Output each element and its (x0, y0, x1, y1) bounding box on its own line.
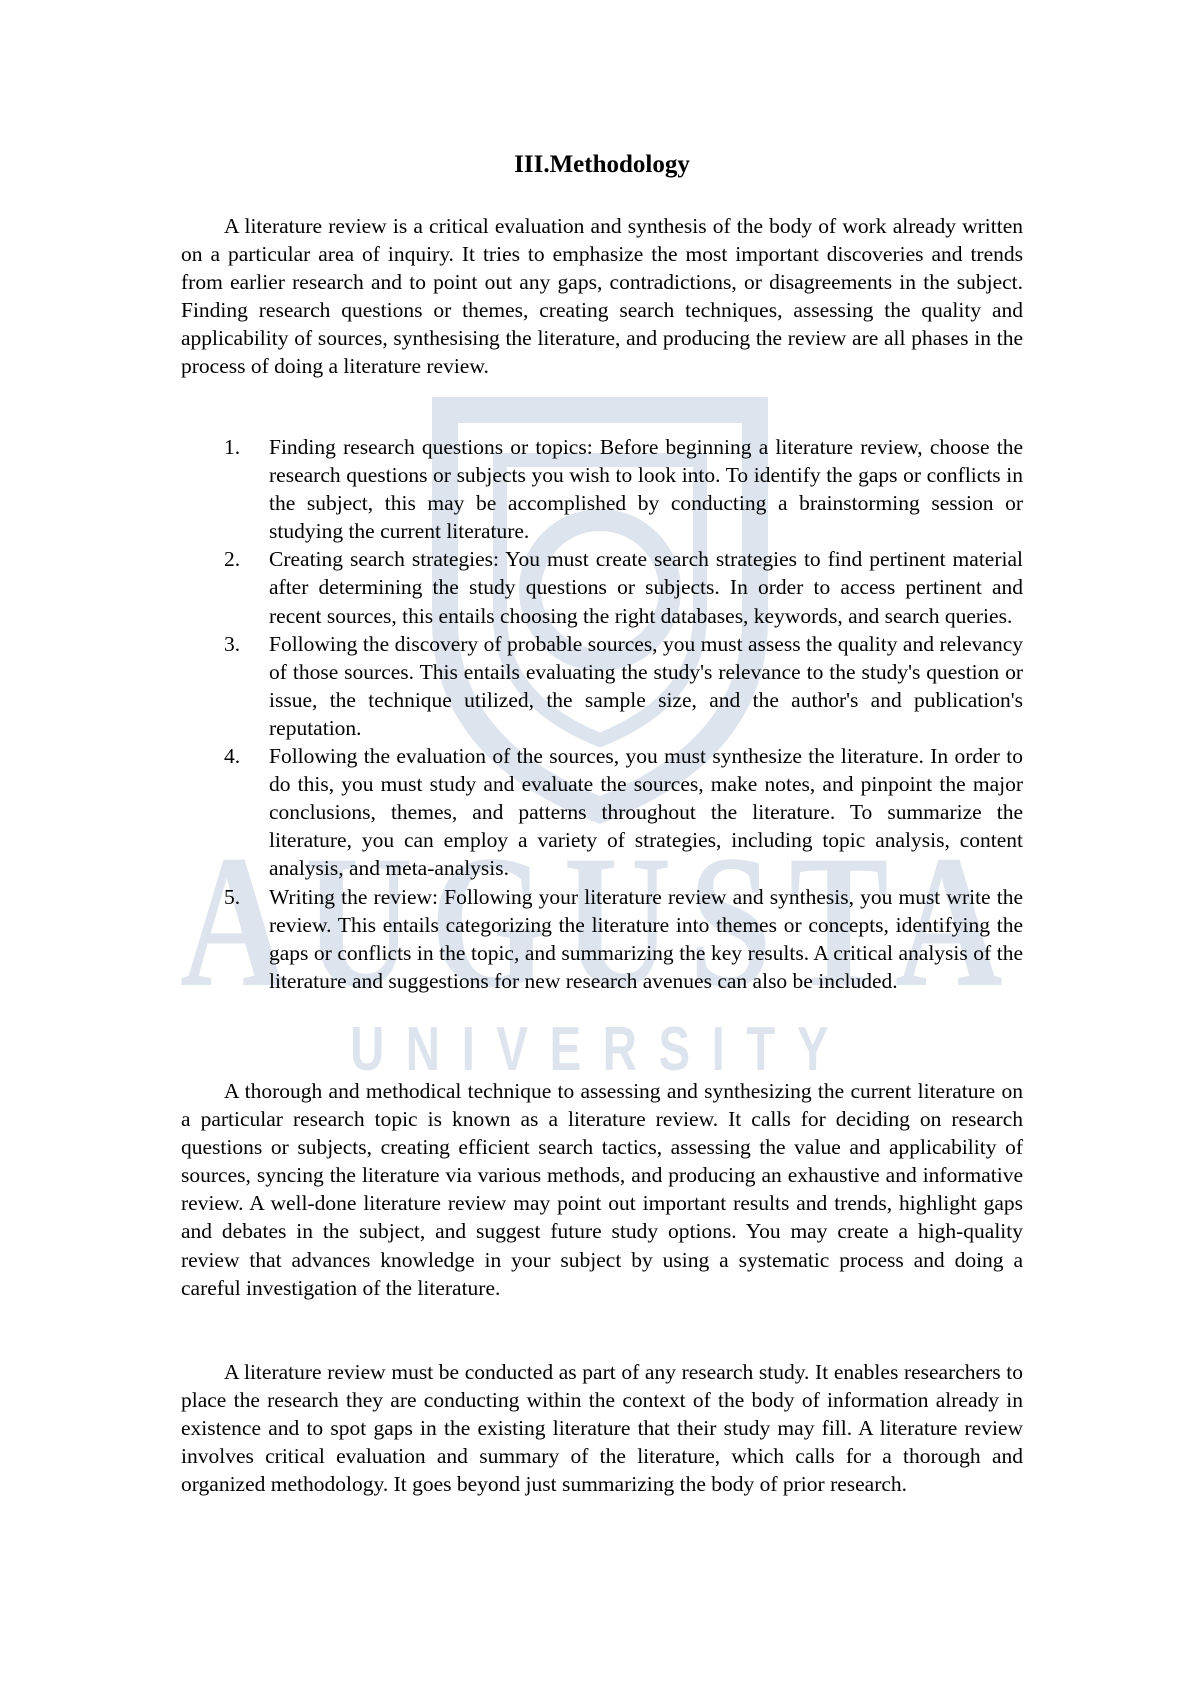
list-item (181, 433, 1023, 545)
list-item-text: Following the discovery of probable sources, you must assess the quality and relevancy of those sources. This entails evaluating the study's relevance to the study's question or issue, the technique utilized, the sample size, and the author's and publication's reputation. (269, 631, 1023, 740)
closing-paragraph: A literature review must be conducted as part of any research study. It enables researchers to place the research they are conducting within the context of the body of information already in existence and to spot gaps in the existing literature that their study may fill. A literature review involves critical evaluation and summary of the literature, which calls for a thorough and organized methodology. It goes beyond just summarizing the body of prior research. (181, 1360, 1023, 1497)
list-item-number: 2. (224, 547, 241, 572)
methodology-steps-list (181, 433, 1023, 995)
watermark-wordmark-bottom: UNIVERSITY (350, 1015, 850, 1084)
list-item-text: Writing the review: Following your literature review and synthesis, you must write the review. This entails categorizing the literature into themes or concepts, identifying the gaps or conflicts in the topic, and summarizing the key results. A critical analysis of the literature and suggestions for new research avenues can also be included. (269, 884, 1023, 993)
list-item (181, 630, 1023, 742)
list-item-number: 1. (224, 435, 241, 459)
list-item-number: 3. (224, 631, 241, 656)
list-item (181, 883, 1023, 995)
list-item-text: Finding research questions or topics: Before beginning a literature review, choose the research questions or subjects you wish to look into. To identify the gaps or conflicts in the subject, this may be accomplished by conducting a brainstorming session or studying the current literature. (269, 435, 1023, 544)
list-item (181, 545, 1023, 629)
summary-paragraph: A thorough and methodical technique to assessing and synthesizing the current literature on a particular research topic is known as a literature review. It calls for deciding on research questions or subjects, creating efficient search tactics, assessing the value and applicability of sources, syncing the literature via various methods, and producing an exhaustive and informative review. A well-done literature review may point out important results and trends, highlight gaps and debates in the subject, and suggest future study options. You may create a high-quality review that advances knowledge in your subject by using a systematic process and doing a careful investigation of the literature. (181, 1079, 1023, 1300)
list-item-number: 4. (224, 744, 241, 769)
list-item-number: 5. (224, 884, 241, 909)
watermark-wordmark-top: AUGUSTA (180, 817, 1020, 1027)
section-title: III.Methodology (514, 151, 690, 178)
list-item (181, 742, 1023, 882)
list-item-text: Creating search strategies: You must create search strategies to find pertinent material after determining the study questions or subjects. In order to access pertinent and recent sources, this entails choosing the right databases, keywords, and search queries. (269, 547, 1023, 628)
list-item-text: Following the evaluation of the sources, you must synthesize the literature. In order to do this, you must study and evaluate the sources, make notes, and pinpoint the major conclusions, themes, and patterns throughout the literature. To summarize the literature, you can employ a variety of strategies, including topic analysis, content analysis, and meta-analysis. (269, 744, 1023, 881)
intro-paragraph: A literature review is a critical evaluation and synthesis of the body of work already written on a particular area of inquiry. It tries to emphasize the most important discoveries and trends from earlier research and to point out any gaps, contradictions, or disagreements in the subject. Finding research questions or themes, creating search techniques, assessing the quality and applicability of sources, synthesising the literature, and producing the review are all phases in the process of doing a literature review. (181, 214, 1023, 379)
